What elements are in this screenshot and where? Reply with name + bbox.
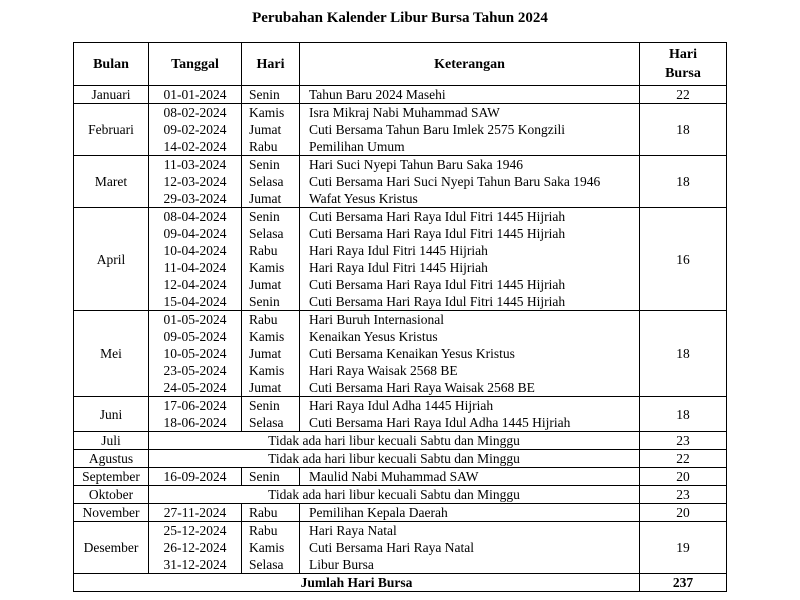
month-row-oktober <box>74 486 727 504</box>
dates-cell <box>149 397 242 432</box>
trading-days-cell: 18 <box>640 104 727 156</box>
days-cell <box>242 104 300 156</box>
description-line: Cuti Bersama Hari Raya Idul Fitri 1445 Hijriah <box>309 226 566 241</box>
day-line: Kamis <box>249 260 285 275</box>
description-line: Hari Suci Nyepi Tahun Baru Saka 1946 <box>309 157 524 172</box>
day-line: Kamis <box>249 540 285 555</box>
month-cell: Januari <box>74 86 149 104</box>
day-line: Selasa <box>249 557 284 572</box>
date-line: 17-06-2024 <box>163 398 227 413</box>
month-cell: Maret <box>74 156 149 208</box>
day-line: Rabu <box>249 312 278 327</box>
description-line: Tahun Baru 2024 Masehi <box>309 87 446 102</box>
col-header-hari-bursa-label: Hari Bursa <box>665 47 701 81</box>
date-line: 23-05-2024 <box>163 363 227 378</box>
date-line: 25-12-2024 <box>163 523 227 538</box>
days-cell <box>242 311 300 397</box>
day-line: Senin <box>249 87 280 102</box>
header-row <box>74 43 727 86</box>
description-line: Hari Raya Idul Adha 1445 Hijriah <box>309 398 494 413</box>
dates-cell <box>149 522 242 574</box>
day-line: Kamis <box>249 105 285 120</box>
description-line: Pemilihan Umum <box>309 139 405 154</box>
total-value: 237 <box>640 574 727 592</box>
descriptions-cell <box>300 397 640 432</box>
description-line: Hari Raya Idul Fitri 1445 Hijriah <box>309 260 488 275</box>
trading-days-cell: 20 <box>640 468 727 486</box>
trading-days-cell: 23 <box>640 432 727 450</box>
days-cell <box>242 522 300 574</box>
dates-cell <box>149 86 242 104</box>
day-line: Selasa <box>249 415 284 430</box>
description-line: Cuti Bersama Hari Raya Idul Adha 1445 Hijriah <box>309 415 571 430</box>
days-cell <box>242 504 300 522</box>
date-line: 26-12-2024 <box>163 540 227 555</box>
note-cell: Tidak ada hari libur kecuali Sabtu dan Minggu <box>149 450 640 468</box>
description-line: Hari Raya Waisak 2568 BE <box>309 363 458 378</box>
total-row <box>74 574 727 592</box>
trading-days-cell: 18 <box>640 156 727 208</box>
description-line: Hari Raya Idul Fitri 1445 Hijriah <box>309 243 488 258</box>
day-line: Jumat <box>249 191 282 206</box>
dates-cell <box>149 208 242 311</box>
month-cell: Mei <box>74 311 149 397</box>
date-line: 12-03-2024 <box>163 174 227 189</box>
day-line: Senin <box>249 157 280 172</box>
trading-days-cell: 19 <box>640 522 727 574</box>
holiday-calendar-table <box>73 42 727 592</box>
descriptions-cell <box>300 522 640 574</box>
col-header-hari: Hari <box>242 43 300 86</box>
col-header-keterangan: Keterangan <box>300 43 640 86</box>
descriptions-cell <box>300 468 640 486</box>
day-line: Kamis <box>249 329 285 344</box>
date-line: 08-04-2024 <box>163 209 227 224</box>
descriptions-cell <box>300 156 640 208</box>
description-line: Wafat Yesus Kristus <box>309 191 418 206</box>
month-cell: Juni <box>74 397 149 432</box>
descriptions-cell <box>300 208 640 311</box>
page-title: Perubahan Kalender Libur Bursa Tahun 2024 <box>252 10 548 26</box>
month-row-juli <box>74 432 727 450</box>
description-line: Cuti Bersama Hari Raya Waisak 2568 BE <box>309 380 535 395</box>
day-line: Rabu <box>249 523 278 538</box>
description-line: Maulid Nabi Muhammad SAW <box>309 469 479 484</box>
date-line: 24-05-2024 <box>163 380 227 395</box>
dates-cell <box>149 504 242 522</box>
days-cell <box>242 397 300 432</box>
trading-days-cell: 22 <box>640 86 727 104</box>
day-line: Selasa <box>249 226 284 241</box>
day-line: Kamis <box>249 363 285 378</box>
dates-cell <box>149 156 242 208</box>
description-line: Pemilihan Kepala Daerah <box>309 505 448 520</box>
dates-cell <box>149 311 242 397</box>
day-line: Senin <box>249 469 280 484</box>
trading-days-cell: 20 <box>640 504 727 522</box>
month-row-maret <box>74 156 727 208</box>
month-cell: Juli <box>74 432 149 450</box>
day-line: Jumat <box>249 122 282 137</box>
date-line: 18-06-2024 <box>163 415 227 430</box>
description-line: Kenaikan Yesus Kristus <box>309 329 438 344</box>
date-line: 31-12-2024 <box>163 557 227 572</box>
month-cell: Desember <box>74 522 149 574</box>
date-line: 01-05-2024 <box>163 312 227 327</box>
description-line: Cuti Bersama Tahun Baru Imlek 2575 Kongzili <box>309 122 566 137</box>
month-cell: September <box>74 468 149 486</box>
day-line: Jumat <box>249 277 282 292</box>
description-line: Isra Mikraj Nabi Muhammad SAW <box>309 105 500 120</box>
month-cell: November <box>74 504 149 522</box>
dates-cell <box>149 104 242 156</box>
date-line: 16-09-2024 <box>163 469 227 484</box>
month-row-februari <box>74 104 727 156</box>
description-line: Cuti Bersama Hari Raya Idul Fitri 1445 Hijriah <box>309 277 566 292</box>
date-line: 11-03-2024 <box>163 157 227 172</box>
document-page <box>0 10 800 592</box>
description-line: Hari Raya Natal <box>309 523 397 538</box>
days-cell <box>242 468 300 486</box>
dates-cell <box>149 468 242 486</box>
month-row-mei <box>74 311 727 397</box>
day-line: Jumat <box>249 346 282 361</box>
descriptions-cell <box>300 104 640 156</box>
date-line: 08-02-2024 <box>163 105 227 120</box>
date-line: 27-11-2024 <box>163 505 227 520</box>
trading-days-cell: 18 <box>640 397 727 432</box>
date-line: 12-04-2024 <box>163 277 227 292</box>
date-line: 14-02-2024 <box>163 139 227 154</box>
month-row-juni <box>74 397 727 432</box>
day-line: Senin <box>249 294 280 309</box>
date-line: 09-02-2024 <box>163 122 227 137</box>
month-cell: Agustus <box>74 450 149 468</box>
description-line: Cuti Bersama Hari Suci Nyepi Tahun Baru Saka 1946 <box>309 174 601 189</box>
month-row-april <box>74 208 727 311</box>
day-line: Senin <box>249 398 280 413</box>
descriptions-cell <box>300 86 640 104</box>
date-line: 09-05-2024 <box>163 329 227 344</box>
note-cell: Tidak ada hari libur kecuali Sabtu dan Minggu <box>149 432 640 450</box>
trading-days-cell: 18 <box>640 311 727 397</box>
date-line: 15-04-2024 <box>163 294 227 309</box>
day-line: Rabu <box>249 243 278 258</box>
day-line: Senin <box>249 209 280 224</box>
month-cell: Februari <box>74 104 149 156</box>
total-label: Jumlah Hari Bursa <box>74 574 640 592</box>
month-cell: April <box>74 208 149 311</box>
days-cell <box>242 156 300 208</box>
month-row-desember <box>74 522 727 574</box>
day-line: Rabu <box>249 139 278 154</box>
description-line: Hari Buruh Internasional <box>309 312 444 327</box>
date-line: 09-04-2024 <box>163 226 227 241</box>
day-line: Rabu <box>249 505 278 520</box>
date-line: 01-01-2024 <box>163 87 227 102</box>
description-line: Cuti Bersama Hari Raya Idul Fitri 1445 Hijriah <box>309 294 566 309</box>
descriptions-cell <box>300 311 640 397</box>
date-line: 11-04-2024 <box>163 260 227 275</box>
description-line: Cuti Bersama Kenaikan Yesus Kristus <box>309 346 515 361</box>
date-line: 10-05-2024 <box>163 346 227 361</box>
date-line: 10-04-2024 <box>163 243 227 258</box>
month-row-agustus <box>74 450 727 468</box>
descriptions-cell <box>300 504 640 522</box>
trading-days-cell: 16 <box>640 208 727 311</box>
trading-days-cell: 22 <box>640 450 727 468</box>
note-cell: Tidak ada hari libur kecuali Sabtu dan Minggu <box>149 486 640 504</box>
description-line: Cuti Bersama Hari Raya Idul Fitri 1445 Hijriah <box>309 209 566 224</box>
trading-days-cell: 23 <box>640 486 727 504</box>
day-line: Jumat <box>249 380 282 395</box>
month-cell: Oktober <box>74 486 149 504</box>
month-row-september <box>74 468 727 486</box>
description-line: Libur Bursa <box>309 557 374 572</box>
month-row-januari <box>74 86 727 104</box>
date-line: 29-03-2024 <box>163 191 227 206</box>
col-header-hari-bursa <box>640 43 727 86</box>
col-header-tanggal: Tanggal <box>149 43 242 86</box>
days-cell <box>242 208 300 311</box>
day-line: Selasa <box>249 174 284 189</box>
month-row-november <box>74 504 727 522</box>
days-cell <box>242 86 300 104</box>
col-header-bulan: Bulan <box>74 43 149 86</box>
description-line: Cuti Bersama Hari Raya Natal <box>309 540 474 555</box>
